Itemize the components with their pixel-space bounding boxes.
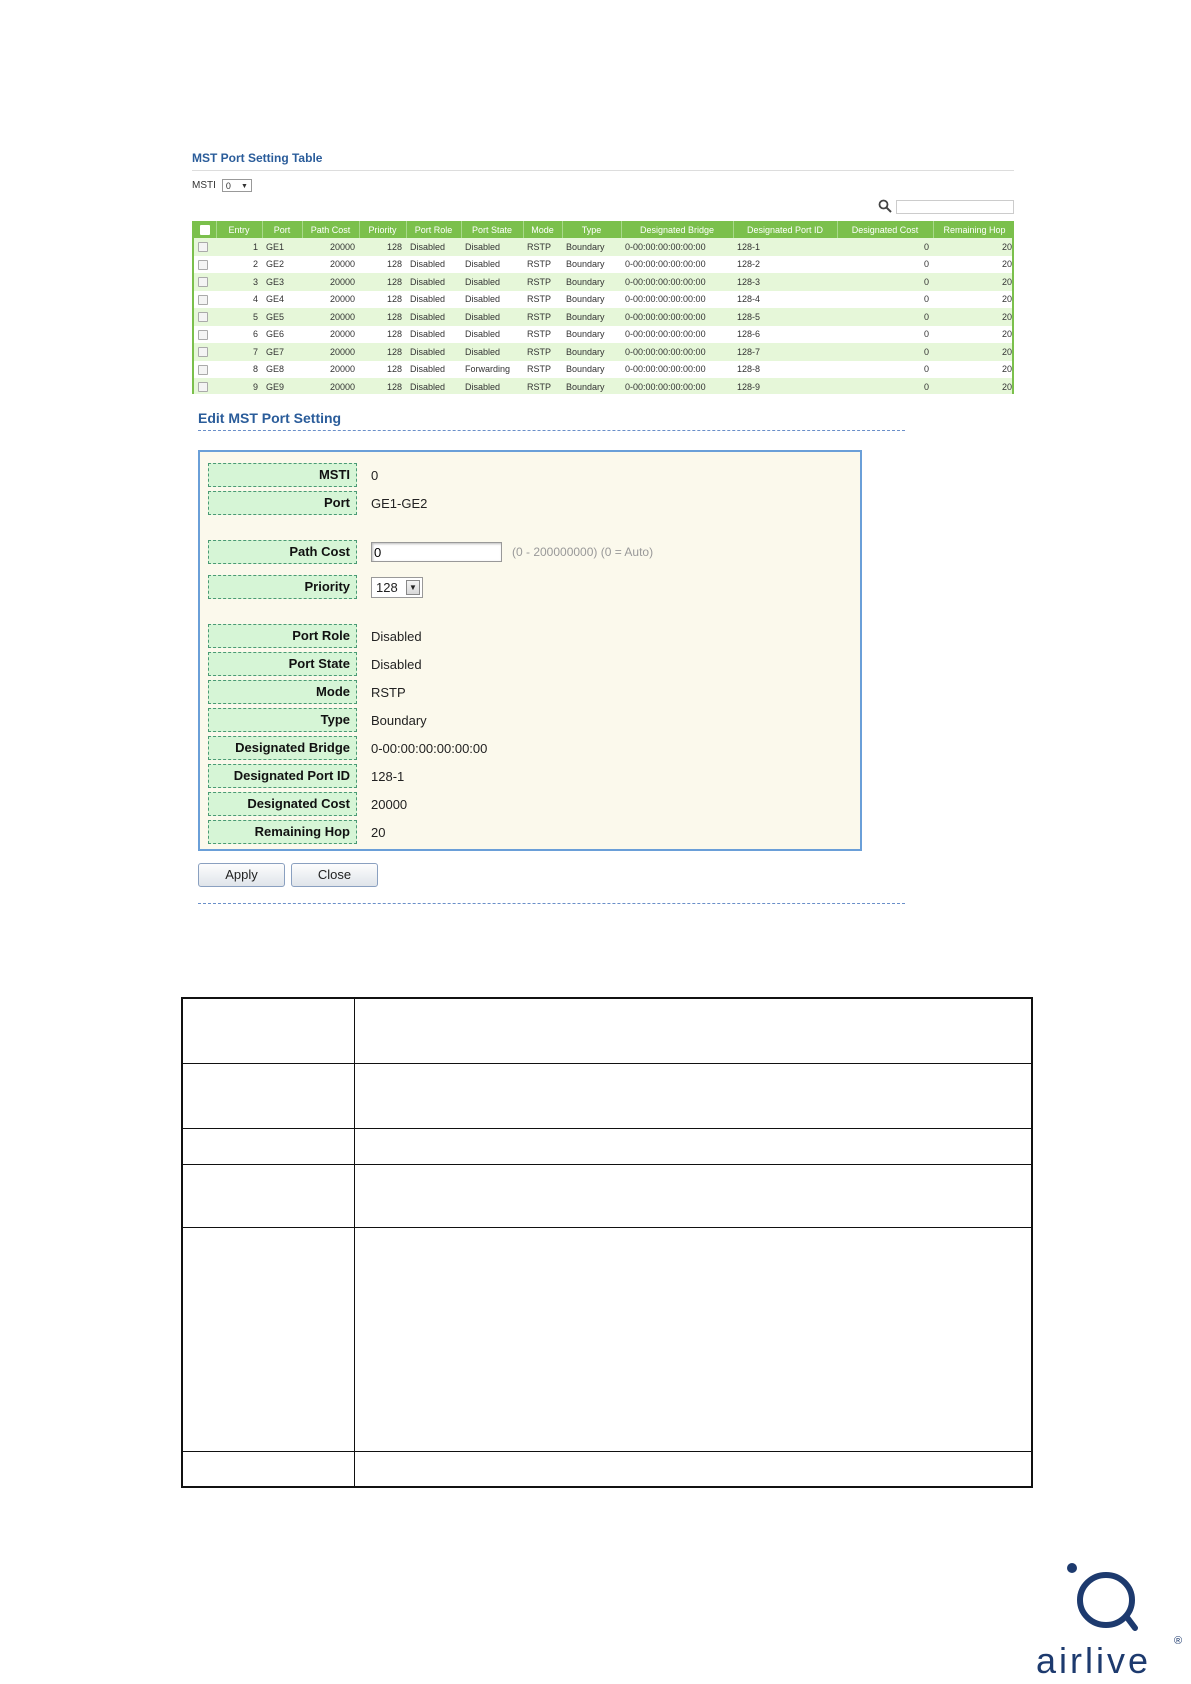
field-value: Disabled	[371, 628, 422, 644]
table-cell: 5	[216, 308, 262, 326]
priority-select-value: 128	[376, 579, 398, 595]
table-cell: Disabled	[406, 378, 461, 394]
row-checkbox[interactable]	[194, 273, 216, 291]
table-cell: 20	[933, 256, 1014, 274]
field-label: Port State	[208, 652, 357, 676]
table-cell: Disabled	[461, 238, 523, 256]
field-label: Designated Port ID	[208, 764, 357, 788]
table-cell: 20	[933, 378, 1014, 394]
table-cell: GE4	[262, 291, 302, 309]
edit-section-title: Edit MST Port Setting	[198, 410, 342, 426]
table-row[interactable]	[194, 378, 1014, 394]
table-cell: 20000	[302, 343, 359, 361]
table-cell: Disabled	[461, 343, 523, 361]
field-designated-bridge	[208, 736, 487, 760]
table-body	[194, 238, 1014, 394]
table-cell: RSTP	[523, 378, 562, 394]
table-cell: 0-00:00:00:00:00:00	[621, 273, 733, 291]
table-cell: 128-7	[733, 343, 837, 361]
table-cell: RSTP	[523, 361, 562, 379]
table-cell: Disabled	[406, 343, 461, 361]
table-cell: 20	[933, 238, 1014, 256]
field-label: Priority	[208, 575, 357, 599]
msti-filter	[192, 179, 252, 192]
table-cell: 128-8	[733, 361, 837, 379]
field-value: Boundary	[371, 712, 427, 728]
table-cell: 0-00:00:00:00:00:00	[621, 256, 733, 274]
title-divider	[192, 170, 1014, 171]
field-label: Path Cost	[208, 540, 357, 564]
table-cell: 128	[359, 361, 406, 379]
apply-button[interactable]: Apply	[198, 863, 285, 887]
search-icon[interactable]	[878, 199, 892, 213]
table-cell: Boundary	[562, 291, 621, 309]
table-cell: 20000	[302, 273, 359, 291]
select-all-checkbox[interactable]	[194, 221, 216, 238]
table-cell: Disabled	[461, 326, 523, 344]
table-cell: 128-1	[733, 238, 837, 256]
field-port-state	[208, 652, 422, 676]
field-label: Remaining Hop	[208, 820, 357, 844]
table-cell: 4	[216, 291, 262, 309]
table-cell: 3	[216, 273, 262, 291]
table-cell: 0-00:00:00:00:00:00	[621, 378, 733, 394]
table-row[interactable]	[194, 291, 1014, 309]
table-cell: 128	[359, 273, 406, 291]
chevron-down-icon: ▼	[406, 580, 420, 595]
table-cell: 20	[933, 343, 1014, 361]
table-cell: 128-2	[733, 256, 837, 274]
table-cell: 0-00:00:00:00:00:00	[621, 361, 733, 379]
table-cell: 0	[837, 238, 933, 256]
row-checkbox[interactable]	[194, 361, 216, 379]
table-cell: 0	[837, 361, 933, 379]
section-divider	[198, 430, 905, 431]
row-divider	[183, 1164, 1031, 1165]
path-cost-input[interactable]	[371, 542, 502, 562]
field-label: MSTI	[208, 463, 357, 487]
table-cell: 9	[216, 378, 262, 394]
registered-mark: ®	[1174, 1635, 1183, 1647]
table-cell: GE9	[262, 378, 302, 394]
table-cell: GE5	[262, 308, 302, 326]
table-cell: Disabled	[406, 273, 461, 291]
column-header[interactable]: Port State	[461, 221, 523, 238]
table-cell: 0-00:00:00:00:00:00	[621, 238, 733, 256]
field-value: 20000	[371, 796, 408, 812]
table-cell: Disabled	[406, 256, 461, 274]
row-divider	[183, 1063, 1031, 1064]
table-cell: Boundary	[562, 238, 621, 256]
msti-select[interactable]	[222, 179, 252, 192]
table-cell: Boundary	[562, 273, 621, 291]
table-cell: RSTP	[523, 308, 562, 326]
table-cell: Boundary	[562, 256, 621, 274]
table-cell: Disabled	[406, 308, 461, 326]
table-cell: 8	[216, 361, 262, 379]
row-checkbox[interactable]	[194, 238, 216, 256]
table-cell: 128-9	[733, 378, 837, 394]
table-cell: 20000	[302, 308, 359, 326]
table-cell: 20	[933, 291, 1014, 309]
table-cell: 20000	[302, 256, 359, 274]
table-cell: 6	[216, 326, 262, 344]
table-cell: 0-00:00:00:00:00:00	[621, 326, 733, 344]
msti-filter-label: MSTI	[192, 180, 216, 191]
table-cell: GE7	[262, 343, 302, 361]
table-cell: Disabled	[461, 273, 523, 291]
edit-panel	[198, 450, 862, 851]
row-checkbox[interactable]	[194, 308, 216, 326]
description-table	[181, 997, 1033, 1488]
field-label: Designated Cost	[208, 792, 357, 816]
table-cell: 1	[216, 238, 262, 256]
field-value: 0	[371, 467, 379, 483]
field-value: RSTP	[371, 684, 406, 700]
table-cell: 0	[837, 378, 933, 394]
field-value: 20	[371, 824, 386, 840]
field-priority	[208, 575, 423, 599]
table-cell: GE1	[262, 238, 302, 256]
table-row[interactable]	[194, 238, 1014, 256]
row-divider	[183, 1451, 1031, 1452]
table-cell: 20000	[302, 326, 359, 344]
table-cell: GE3	[262, 273, 302, 291]
table-cell: 128	[359, 378, 406, 394]
field-value: Disabled	[371, 656, 422, 672]
table-cell: Disabled	[461, 256, 523, 274]
table-cell: 0	[837, 273, 933, 291]
table-row[interactable]	[194, 343, 1014, 361]
table-cell: Boundary	[562, 378, 621, 394]
table-cell: 128	[359, 238, 406, 256]
field-type	[208, 708, 427, 732]
table-cell: 0-00:00:00:00:00:00	[621, 291, 733, 309]
table-cell: RSTP	[523, 326, 562, 344]
table-cell: RSTP	[523, 273, 562, 291]
airlive-logo	[1034, 1560, 1184, 1680]
table-cell: Disabled	[406, 326, 461, 344]
table-cell: 20	[933, 273, 1014, 291]
table-cell: Disabled	[406, 291, 461, 309]
table-row[interactable]	[194, 326, 1014, 344]
table-cell: Disabled	[461, 308, 523, 326]
table-cell: 0-00:00:00:00:00:00	[621, 343, 733, 361]
table-header	[194, 221, 1014, 238]
row-divider	[183, 1128, 1031, 1129]
table-cell: 128-6	[733, 326, 837, 344]
table-cell: 128-3	[733, 273, 837, 291]
field-label: Port	[208, 491, 357, 515]
table-row[interactable]	[194, 256, 1014, 274]
table-cell: 128	[359, 343, 406, 361]
field-path-cost	[208, 540, 653, 564]
row-checkbox[interactable]	[194, 343, 216, 361]
table-cell: 0	[837, 326, 933, 344]
row-checkbox[interactable]	[194, 291, 216, 309]
field-label: Designated Bridge	[208, 736, 357, 760]
table-cell: 0	[837, 291, 933, 309]
column-header[interactable]: Entry	[216, 221, 262, 238]
table-cell: 0	[837, 308, 933, 326]
table-cell: 20000	[302, 378, 359, 394]
table-cell: 0	[837, 343, 933, 361]
msti-select-value: 0	[225, 181, 231, 191]
table-cell: 0	[837, 256, 933, 274]
table-cell: 20	[933, 308, 1014, 326]
field-msti	[208, 463, 378, 487]
column-header[interactable]: Priority	[359, 221, 406, 238]
table-cell: GE6	[262, 326, 302, 344]
table-cell: 20000	[302, 238, 359, 256]
field-label: Type	[208, 708, 357, 732]
field-label: Mode	[208, 680, 357, 704]
table-cell: Disabled	[406, 238, 461, 256]
table-cell: RSTP	[523, 291, 562, 309]
table-cell: 128-5	[733, 308, 837, 326]
row-checkbox[interactable]	[194, 378, 216, 394]
table-cell: RSTP	[523, 343, 562, 361]
field-designated-cost	[208, 792, 407, 816]
table-title: MST Port Setting Table	[192, 151, 323, 165]
table-cell: Disabled	[461, 378, 523, 394]
section-divider	[198, 903, 905, 904]
table-cell: 128	[359, 326, 406, 344]
table-cell: GE2	[262, 256, 302, 274]
row-divider	[183, 1227, 1031, 1228]
path-cost-hint: (0 - 200000000) (0 = Auto)	[512, 545, 654, 559]
field-value: 128-1	[371, 768, 405, 784]
field-value: GE1-GE2	[371, 495, 428, 511]
column-header[interactable]: Designated Cost	[837, 221, 933, 238]
table-cell: RSTP	[523, 238, 562, 256]
table-cell: 20000	[302, 361, 359, 379]
table-row[interactable]	[194, 273, 1014, 291]
priority-select[interactable]	[371, 577, 423, 598]
chevron-down-icon: ▼	[240, 183, 248, 190]
column-header[interactable]: Path Cost	[302, 221, 359, 238]
field-value: 0-00:00:00:00:00:00	[371, 740, 488, 756]
table-cell: Boundary	[562, 308, 621, 326]
field-port	[208, 491, 427, 515]
column-header[interactable]: Type	[562, 221, 621, 238]
table-cell: 0-00:00:00:00:00:00	[621, 308, 733, 326]
table-row[interactable]	[194, 308, 1014, 326]
table-cell: Forwarding	[461, 361, 523, 379]
table-cell: 2	[216, 256, 262, 274]
table-cell: 20	[933, 326, 1014, 344]
column-header[interactable]: Mode	[523, 221, 562, 238]
table-cell: 128	[359, 256, 406, 274]
field-mode	[208, 680, 406, 704]
table-cell: 128-4	[733, 291, 837, 309]
table-cell: Disabled	[461, 291, 523, 309]
table-cell: 20000	[302, 291, 359, 309]
mst-port-table	[192, 221, 1014, 394]
row-checkbox[interactable]	[194, 256, 216, 274]
table-cell: Disabled	[406, 361, 461, 379]
field-designated-port-id	[208, 764, 404, 788]
table-cell: Boundary	[562, 361, 621, 379]
table-cell: 128	[359, 308, 406, 326]
table-cell: Boundary	[562, 343, 621, 361]
column-header[interactable]: Port	[262, 221, 302, 238]
field-port-role	[208, 624, 422, 648]
row-checkbox[interactable]	[194, 326, 216, 344]
table-cell: 7	[216, 343, 262, 361]
table-cell: RSTP	[523, 256, 562, 274]
table-cell: GE8	[262, 361, 302, 379]
search-input[interactable]	[896, 200, 1014, 214]
column-header[interactable]: Designated Port ID	[733, 221, 837, 238]
close-button[interactable]: Close	[291, 863, 378, 887]
table-cell: Boundary	[562, 326, 621, 344]
logo-text: airlive	[1036, 1640, 1152, 1680]
field-remaining-hop	[208, 820, 385, 844]
column-divider	[354, 999, 355, 1486]
column-header[interactable]: Designated Bridge	[621, 221, 733, 238]
column-header[interactable]: Port Role	[406, 221, 461, 238]
field-label: Port Role	[208, 624, 357, 648]
table-cell: 20	[933, 361, 1014, 379]
table-row[interactable]	[194, 361, 1014, 379]
table-cell: 128	[359, 291, 406, 309]
column-header[interactable]: Remaining Hop	[933, 221, 1014, 238]
